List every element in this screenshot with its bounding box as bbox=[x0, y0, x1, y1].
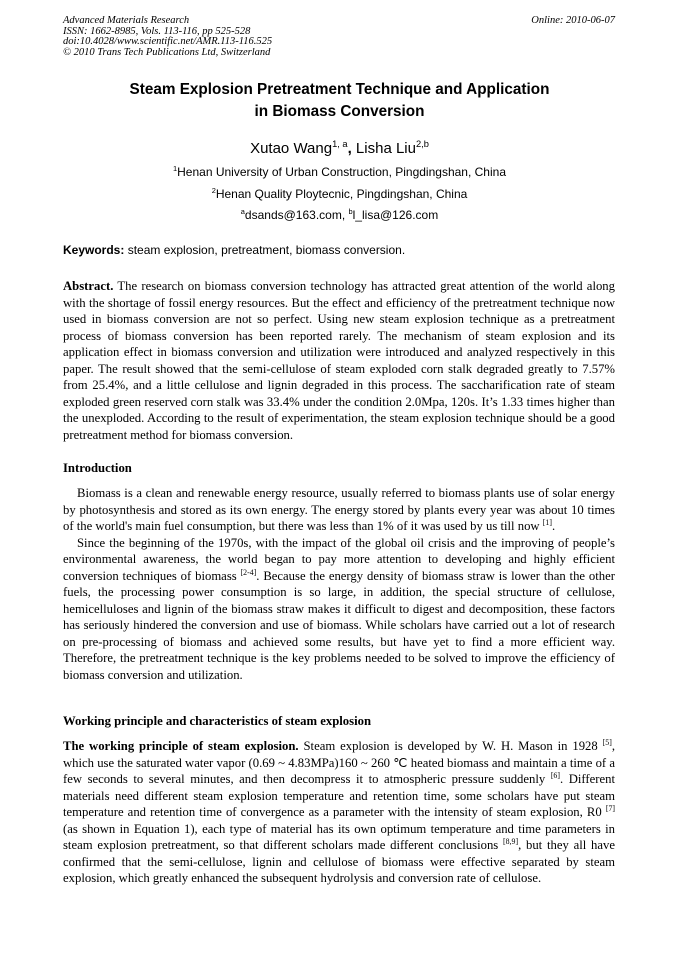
working-principle-paragraph: The working principle of steam explosion. Steam explosion is developed by W. H. Mason in 1928 [5], which use the saturated water vapor (0.69 ~ 4.83MPa)160 ~ 260 ℃ heated biomass and maintain a time of a few seconds to several minutes, and then decompress it to atmospheric pressure suddenly [6]. Different materials need different steam explosion temperature and retention time, some scholars have put steam temperature and retention time of convergence as a parameter with the intensity of steam explosion, R0 [7] (as shown in Equation 1), each type of material has its own optimum temperature and time parameters in steam explosion pretreatment, so that different scholars made different conclusions [8,9], but they all have confirmed that the semi-cellulose, lignin and cellulose of biomass were effective separated by steam explosion, which greatly enhanced the subsequent hydrolysis and conversion rate of cellulose. bbox=[63, 737, 615, 886]
keywords-text: steam explosion, pretreatment, biomass conversion. bbox=[124, 243, 406, 257]
email-b: l_lisa@126.com bbox=[352, 208, 439, 222]
copyright-line: © 2010 Trans Tech Publications Ltd, Switzerland bbox=[63, 46, 271, 58]
email-line: $^a$dsands@163.com, $^b$l_lisa@126.com bbox=[240, 207, 439, 222]
author-separator: , bbox=[347, 140, 352, 157]
keywords-label: Keywords: bbox=[63, 243, 125, 257]
citation: [1] bbox=[542, 517, 552, 527]
citation: [2-4] bbox=[240, 567, 257, 577]
issn-line: ISSN: 1662-8985, Vols. 113-116, pp 525-528 bbox=[63, 25, 251, 37]
title-line-1: Steam Explosion Pretreatment Technique and Application bbox=[129, 81, 550, 98]
citation: [8,9] bbox=[503, 837, 519, 847]
author-1-affil: 1, a bbox=[332, 139, 348, 149]
doi-line: doi:10.4028/www.scientific.net/AMR.113-116.525 bbox=[63, 36, 273, 48]
online-date: Online: 2010-06-07 bbox=[531, 15, 615, 26]
author-list bbox=[63, 140, 616, 158]
abstract bbox=[63, 278, 615, 443]
abstract-text: The research on biomass conversion technology has attracted great attention of the world along with the shortage of fossil energy resources. But the effect and efficiency of the pretreatment technique now used in biomass conversion are not so perfect. Using new steam explosion technique as a pretreatment process of biomass conversion has been reported rarely. The mechanism of steam explosion and its application effect in biomass conversion and utilization were introduced and analyzed respectively in this paper. The result showed that the semi-cellulose of steam exploded corn stalk degraded greatly to 7.57% from 25.4%, and a little cellulose and lignin degraded in this process. The saccharification rate of steam exploded green reserved corn stalk was 33.4% under the condition 2.0Mpa, 120s. It’s 1.33 times higher than the unexploded. According to the result of experimentation, the steam explosion technique should be a good pretreatment method for biomass conversion. bbox=[63, 279, 615, 442]
keywords bbox=[63, 243, 405, 257]
citation: [5] bbox=[602, 737, 612, 747]
intro-paragraph-2: Since the beginning of the 1970s, with the impact of the global oil crisis and the improving of people’s environmental awareness, the world began to pay more attention to developing and highly efficient conversion techniques of biomass [2-4]. Because the energy density of biomass straw is lower than the other fuels, the processing power consumption is so large, in addition, the special structure of cellulose, hemicelluloses and lignin of the biomass straw makes it difficult to digest and decomposition, these factors has seriously hindered the conversion and use of biomass. While scholars have carried out a lot of research on pre-processing of biomass and achieved some results, but have yet to find a more efficient way. Therefore, the pretreatment technique is the key problems needed to be solved to improve the efficiency of biomass conversion and utilization. bbox=[63, 535, 615, 683]
abstract-label: Abstract. bbox=[63, 279, 114, 293]
journal-header bbox=[63, 16, 272, 58]
intro-paragraph-1: Biomass is a clean and renewable energy resource, usually referred to biomass plants use of solar energy by photosynthesis and stored as its own energy. The energy stored by plants every year was about 10 times of the world's main fuel consumption, but there was less than 1% of it was used by us till now [1]. bbox=[63, 486, 615, 534]
subsection-label: The working principle of steam explosion. bbox=[63, 739, 299, 753]
author-2: Lisha Liu bbox=[351, 140, 416, 157]
title-line-2: in Biomass Conversion bbox=[254, 103, 425, 120]
section-heading-introduction: Introduction bbox=[63, 461, 132, 475]
email-a: dsands@163.com, bbox=[244, 208, 349, 222]
journal-name: Advanced Materials Research bbox=[63, 15, 190, 26]
introduction-body bbox=[63, 485, 615, 684]
citation: [6] bbox=[550, 770, 560, 780]
author-1: Xutao Wang bbox=[250, 140, 333, 157]
affiliation-2: $^2$Henan Quality Ploytecnic, Pingdingshan, China bbox=[211, 186, 468, 201]
paper-title bbox=[63, 79, 616, 123]
citation: [7] bbox=[605, 803, 615, 813]
affiliation-1: $^1$Henan University of Urban Construction, Pingdingshan, China bbox=[173, 164, 506, 179]
author-2-affil: 2,b bbox=[415, 139, 429, 149]
section-heading-working-principle: Working principle and characteristics of steam explosion bbox=[63, 714, 372, 728]
